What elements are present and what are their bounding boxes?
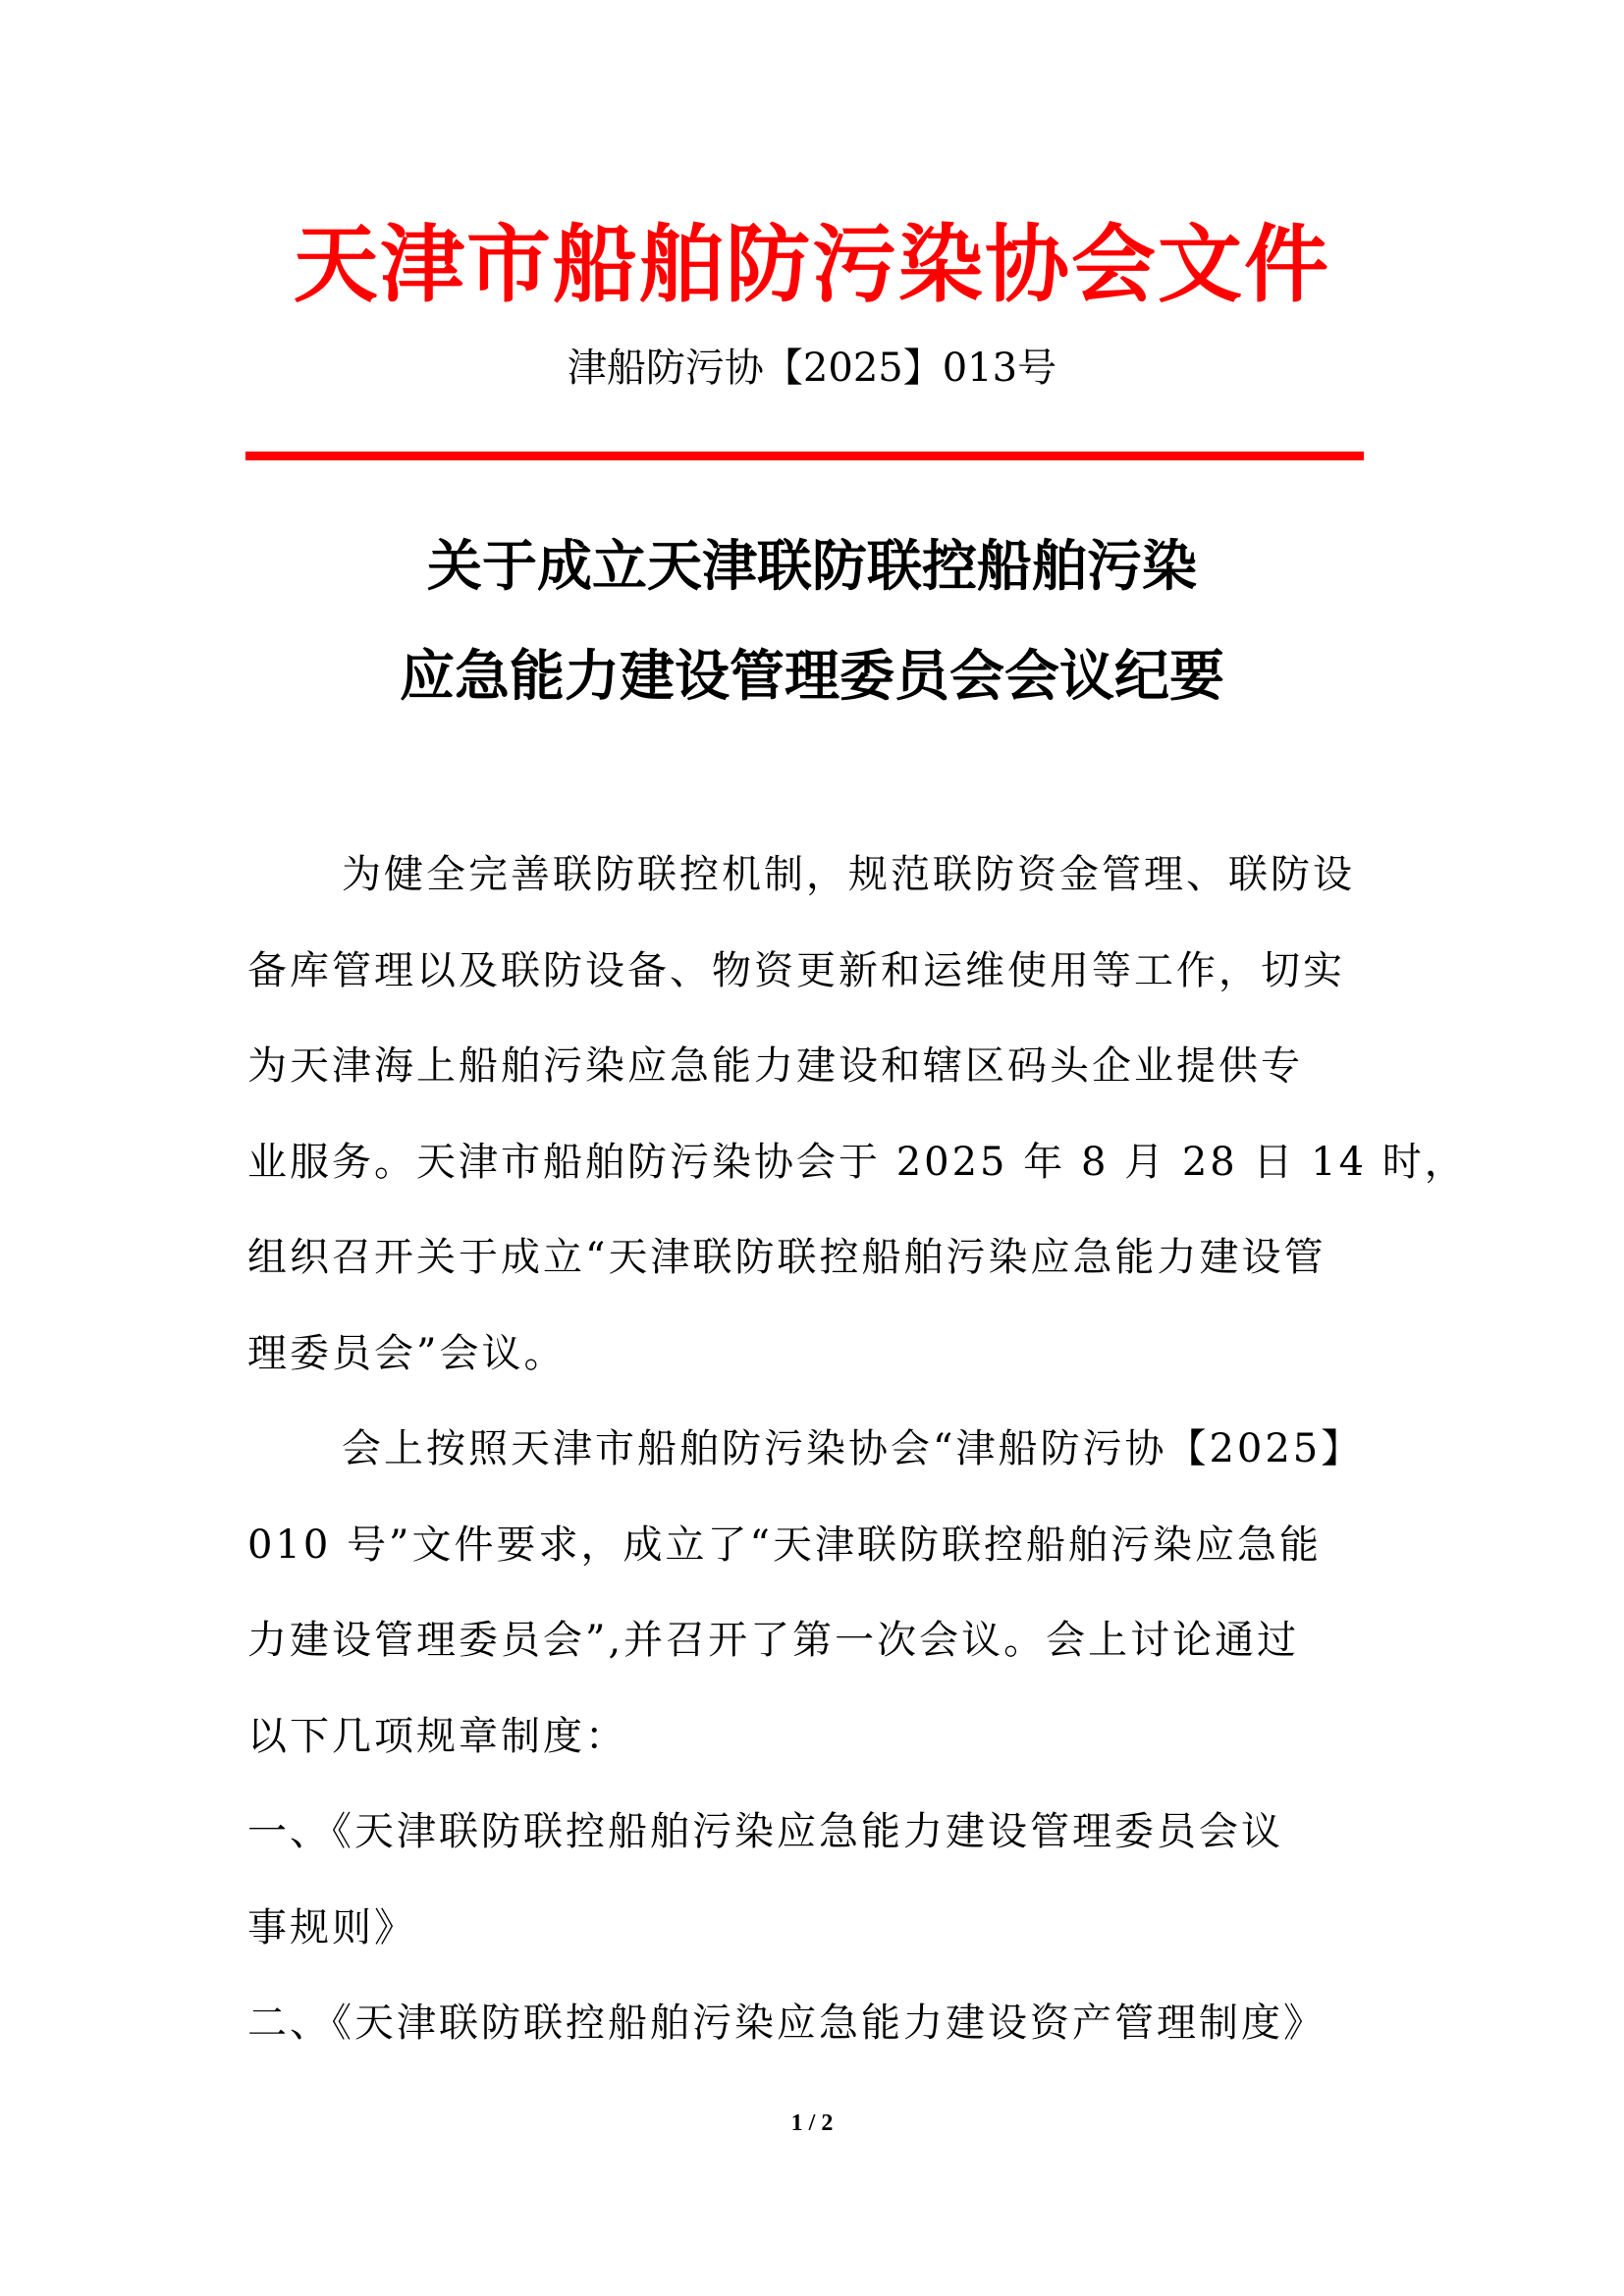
document-number: 津船防污协【2025】013号 [567, 346, 1057, 391]
page-number: 1 / 2 [790, 2110, 834, 2136]
paragraph-2-line: 会上按照天津市船舶防污染协会“津船防污协【2025】 [342, 1426, 1364, 1471]
paragraph-1-line: 备库管理以及联防设备、物资更新和运维使用等工作，切实 [247, 947, 1345, 993]
paragraph-1-line: 业服务。天津市船舶防污染协会于 2025 年 8 月 28 日 14 时， [247, 1139, 1467, 1185]
org-header-title: 天津市船舶防污染协会文件 [294, 216, 1330, 314]
document-title-line-1: 关于成立天津联防联控船舶污染 [427, 535, 1197, 599]
list-item-2: 二、《天津联防联控船舶污染应急能力建设资产管理制度》 [247, 2001, 1326, 2046]
list-item-1-cont: 事规则》 [247, 1904, 416, 1950]
paragraph-1-line: 为天津海上船舶污染应急能力建设和辖区码头企业提供专 [247, 1043, 1303, 1089]
paragraph-1-line: 为健全完善联防联控机制，规范联防资金管理、联防设 [342, 852, 1355, 897]
paragraph-1-line: 组织召开关于成立“天津联防联控船舶污染应急能力建设管 [247, 1235, 1326, 1280]
paragraph-2-line: 以下几项规章制度： [247, 1713, 627, 1759]
paragraph-1-line: 理委员会”会议。 [247, 1330, 567, 1376]
list-item-1: 一、《天津联防联控船舶污染应急能力建设管理委员会议 [247, 1809, 1283, 1854]
paragraph-2-line: 010 号”文件要求，成立了“天津联防联控船舶污染应急能 [247, 1522, 1322, 1568]
document-body [247, 828, 1467, 2072]
red-divider-line [245, 452, 1364, 460]
document-title-line-2: 应急能力建设管理委员会会议纪要 [400, 645, 1224, 709]
paragraph-2-line: 力建设管理委员会”,并召开了第一次会议。会上讨论通过 [247, 1618, 1300, 1663]
